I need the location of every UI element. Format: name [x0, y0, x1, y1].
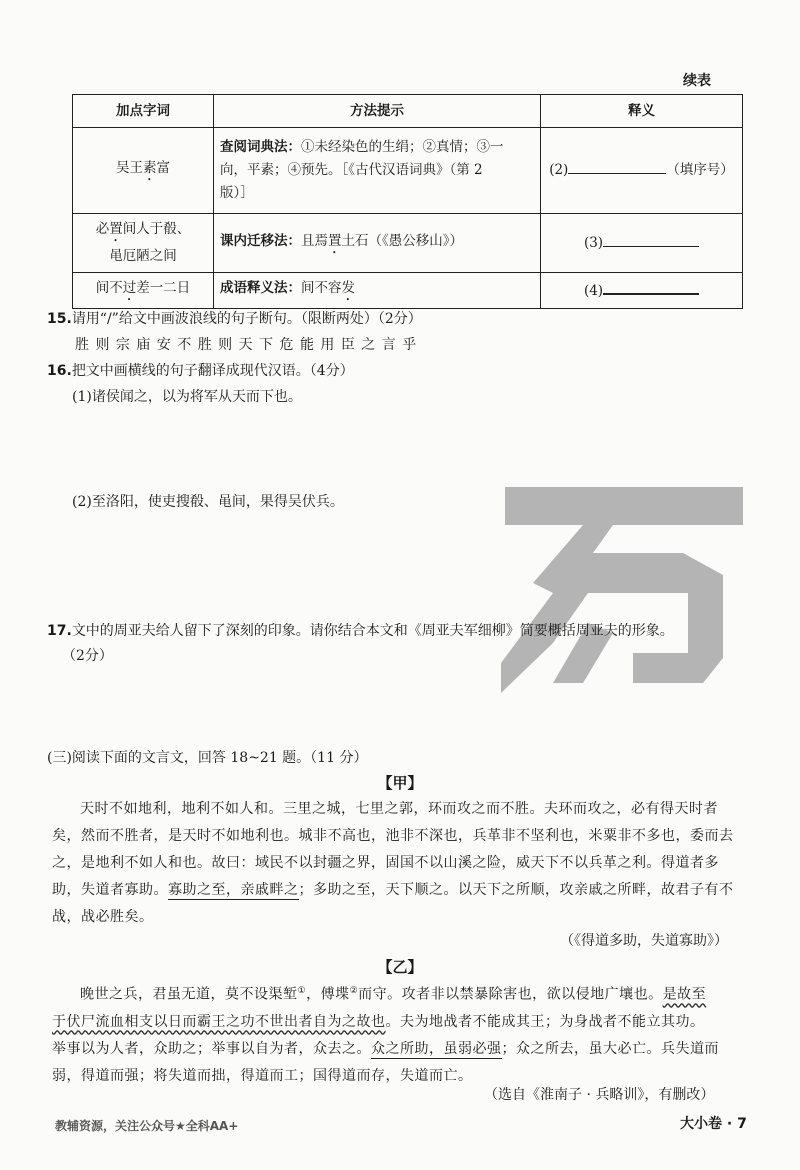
- table-cell-method: 课内迁移法：且焉置土石（《愚公移山》）: [214, 214, 541, 273]
- table-cell-method: 成语释义法：间不容发: [214, 273, 541, 309]
- table-cell-meaning: (4): [541, 273, 743, 309]
- footer-left: 教辅资源，关注公众号★全科AA+: [55, 1119, 239, 1133]
- answer-blank[interactable]: [603, 279, 699, 295]
- table-row: [73, 214, 743, 273]
- section3-intro: (三)阅读下面的文言文，回答 18~21 题。（11 分）: [47, 750, 368, 766]
- yi-title: 【乙】: [377, 958, 423, 976]
- question-17: 17.文中的周亚夫给人留下了深刻的印象。请你结合本文和《周亚夫军细柳》简要概括周亚夫的形象。: [47, 623, 674, 639]
- continued-label: 续表: [683, 73, 711, 89]
- table-cell-word: 吴王素富: [73, 128, 214, 214]
- watermark-logo-icon: [493, 483, 753, 698]
- table-cell-meaning: (2) （填序号）: [541, 128, 743, 214]
- table-row: [73, 128, 743, 214]
- yi-passage: 晚世之兵，君虽无道，莫不设渠堑①，傅堞②而守。攻者非以禁暴除害也，欲以侵地广壤也。是故至 于伏尸流血相支以日而霸王之功不世出者自为之故也。夫为地战者不能成其王；为身战者不能立其功。 举事以为人者，众助之；举事以自为者，众去之。众之所助，虽弱必强；众之所去，虽大必亡。兵失道而 弱，得道而强；将失道而拙，得道而工；国得道而存，失道而亡。: [52, 986, 719, 1084]
- wavy-sentence: 是故至: [662, 986, 707, 1003]
- page-footer-label: 大小卷 · 7: [680, 1116, 747, 1132]
- table-header: 加点字词: [73, 95, 214, 128]
- table-cell-word: 必置间人于殽、 黾厄陋之间: [73, 214, 214, 273]
- yi-source: （选自《淮南子 · 兵略训》，有删改）: [484, 1087, 715, 1103]
- jia-title: 【甲】: [377, 774, 423, 792]
- answer-blank[interactable]: [603, 232, 699, 247]
- table-header-row: [73, 95, 743, 128]
- table-row: [73, 273, 743, 309]
- q17-score: （2分）: [62, 648, 113, 664]
- jia-passage: 天时不如地利，地利不如人和。三里之城，七里之郭，环而攻之而不胜。夫环而攻之，必有得天时者 矣，然而不胜者，是天时不如地利也。城非不高也，池非不深也，兵革非不坚利也，米粟非不多也，委而去 之，是地利不如人和也。故曰：域民不以封疆之界，固国不以山溪之险，威天下不以兵革之利。得道者多 助，失道者寡助。寡助之至，亲戚畔之；多助之至，天下顺之。以天下之所顺，攻亲戚之所畔，故君子有不 战，战必胜矣。: [52, 801, 734, 925]
- answer-blank[interactable]: [568, 159, 666, 174]
- question-16: 16.把文中画横线的句子翻译成现代汉语。（4分）: [47, 363, 354, 379]
- underlined-sentence: 寡助之至，亲戚畔之: [168, 882, 299, 898]
- table-cell-method: 查阅词典法：①未经染色的生绢；②真情；③一 向，平素；④预先。［《古代汉语词典》（第 2 版）］: [214, 128, 541, 214]
- vocab-table: [72, 94, 743, 309]
- q16-item-1: (1)诸侯闻之，以为将军从天而下也。: [72, 389, 302, 405]
- q16-item-2: (2)至洛阳，使吏搜殽、黾间，果得吴伏兵。: [72, 494, 344, 510]
- question-15: 15.请用“/”给文中画波浪线的句子断句。（限断两处）（2分）: [47, 311, 422, 327]
- table-cell-meaning: (3): [541, 214, 743, 273]
- table-header: 释义: [541, 95, 743, 128]
- underlined-sentence: 众之所助，虽弱必强: [371, 1040, 502, 1057]
- wavy-sentence: 于伏尸流血相支以日而霸王之功不世出者自为之故也: [52, 1013, 386, 1030]
- table-header: 方法提示: [214, 95, 541, 128]
- jia-source: （《得道多助，失道寡助》）: [560, 933, 728, 949]
- table-cell-word: 间不过差一二日: [73, 273, 214, 309]
- q15-sentence: 胜 则 宗 庙 安 不 胜 则 天 下 危 能 用 臣 之 言 乎: [75, 337, 418, 353]
